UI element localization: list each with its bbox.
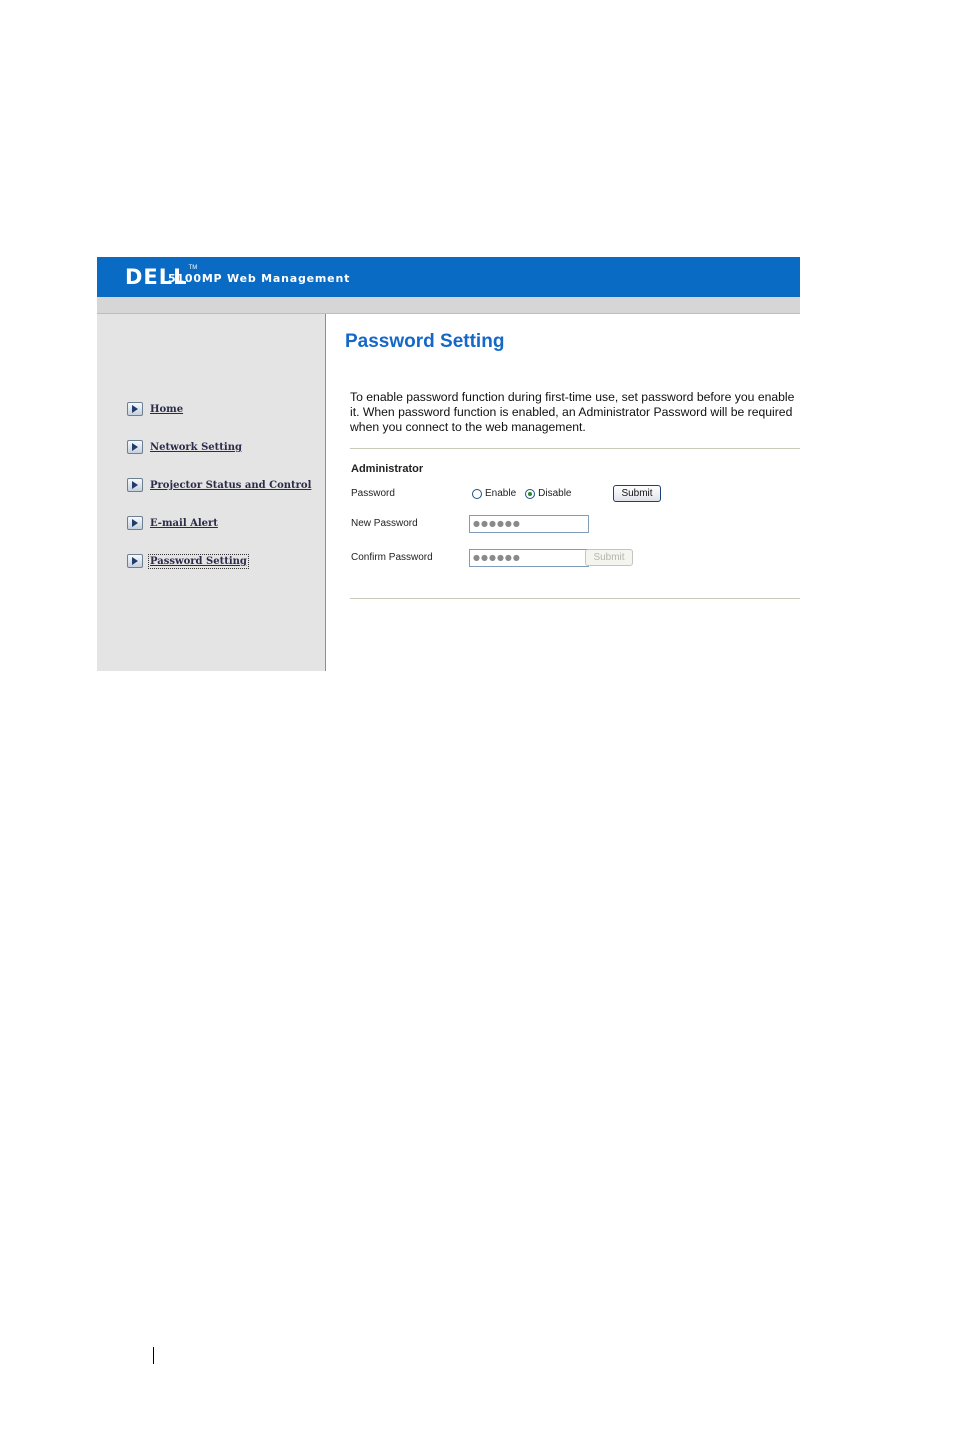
enable-radio-label: Enable bbox=[485, 488, 517, 499]
app-title: 5100MP Web Management bbox=[168, 272, 351, 285]
page-title: Password Setting bbox=[345, 331, 505, 352]
section-title-administrator: Administrator bbox=[351, 463, 424, 475]
page-margin-rule bbox=[153, 1347, 154, 1364]
password-radio-group bbox=[472, 488, 581, 499]
new-password-input[interactable]: ●●●●●● bbox=[469, 515, 589, 533]
sidebar-item-label: Home bbox=[150, 403, 184, 415]
web-management-window bbox=[97, 257, 800, 671]
logo-trademark: TM bbox=[188, 265, 198, 271]
arrow-right-icon bbox=[127, 478, 143, 492]
arrow-right-icon bbox=[127, 554, 143, 568]
confirm-password-label: Confirm Password bbox=[351, 552, 433, 563]
submit-new-password-button[interactable]: Submit bbox=[585, 549, 633, 566]
submit-password-mode-button[interactable]: Submit bbox=[613, 485, 661, 502]
header-strip bbox=[97, 297, 800, 314]
logo-text: DELL bbox=[125, 265, 188, 289]
arrow-right-icon bbox=[127, 402, 143, 416]
disable-radio[interactable] bbox=[525, 489, 535, 499]
sidebar-item-email-alert[interactable] bbox=[127, 514, 218, 532]
enable-radio[interactable] bbox=[472, 489, 482, 499]
password-label: Password bbox=[351, 488, 395, 499]
sidebar-item-home[interactable] bbox=[127, 400, 183, 418]
sidebar-item-label: E-mail Alert bbox=[150, 517, 218, 529]
sidebar-item-label: Network Setting bbox=[150, 441, 242, 453]
confirm-password-input[interactable]: ●●●●●● bbox=[469, 549, 589, 567]
sidebar-item-password-setting[interactable] bbox=[127, 552, 247, 570]
sidebar-item-label: Password Setting bbox=[150, 555, 247, 567]
header-bar bbox=[97, 257, 800, 297]
intro-text: To enable password function during first-time use, set password before you enable it. When password function is enabled, an Administrator Password will be required when you connect to the web management. bbox=[350, 390, 795, 434]
divider-top bbox=[350, 448, 800, 449]
sidebar-item-label: Projector Status and Control bbox=[150, 479, 312, 491]
main-content bbox=[326, 314, 800, 671]
divider-bottom bbox=[350, 598, 800, 599]
sidebar bbox=[97, 314, 326, 671]
sidebar-item-network-setting[interactable] bbox=[127, 438, 242, 456]
new-password-label: New Password bbox=[351, 518, 418, 529]
arrow-right-icon bbox=[127, 440, 143, 454]
arrow-right-icon bbox=[127, 516, 143, 530]
disable-radio-label: Disable bbox=[538, 488, 572, 499]
sidebar-item-projector-status[interactable] bbox=[127, 476, 311, 494]
